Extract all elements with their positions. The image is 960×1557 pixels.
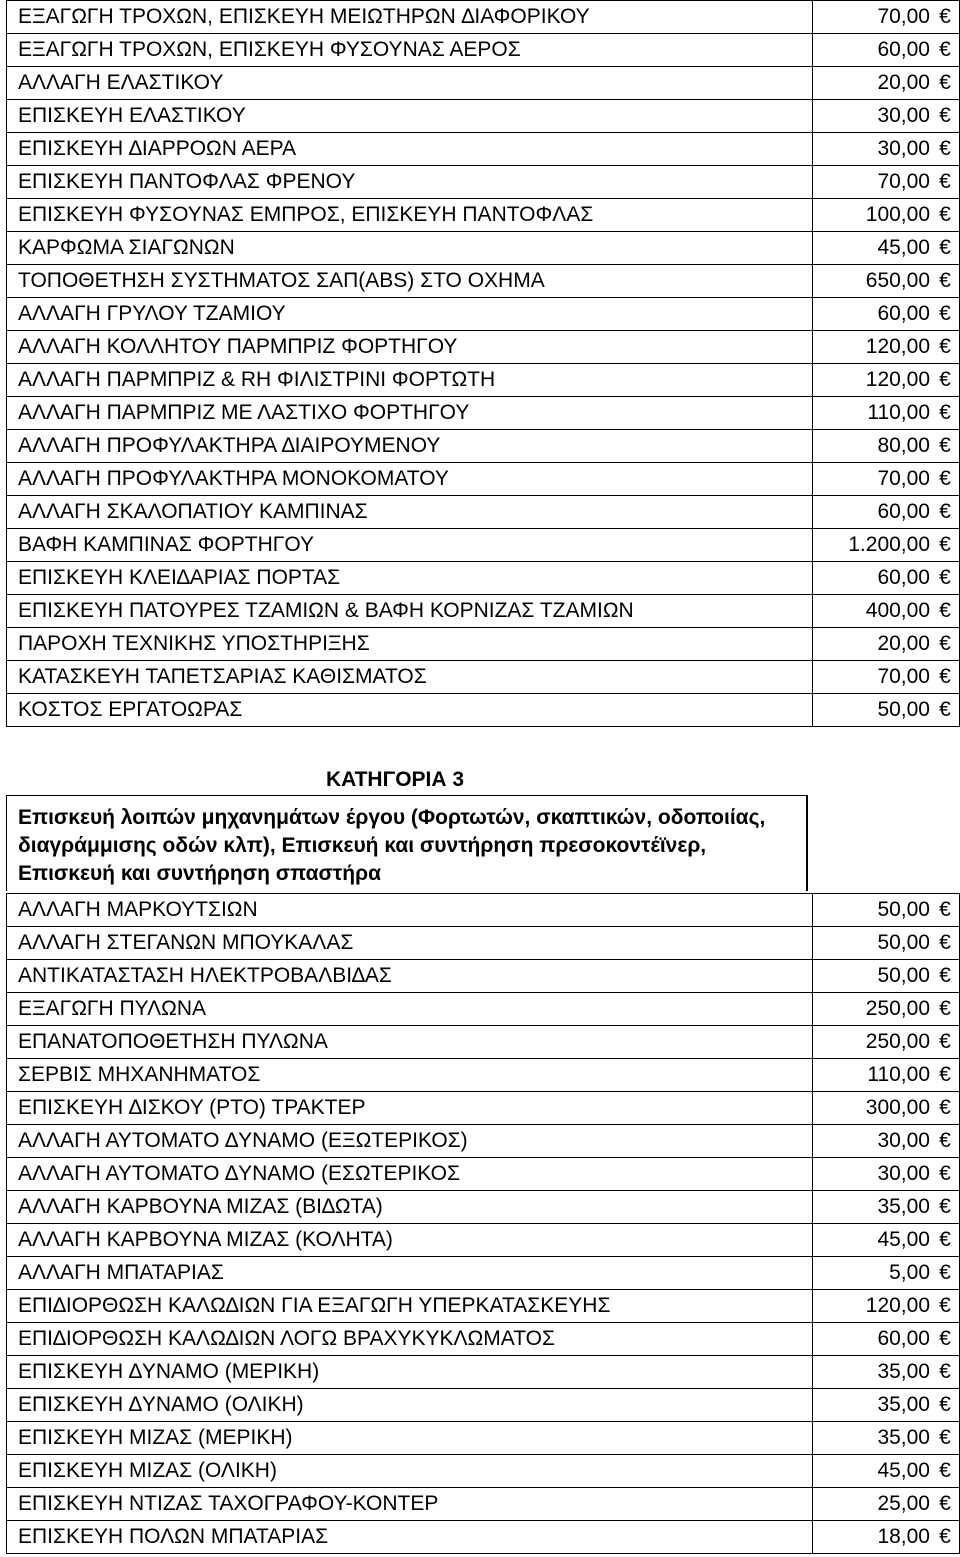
euro-symbol: € [939,203,951,226]
service-description: ΚΑΤΑΣΚΕΥΗ ΤΑΠΕΤΣΑΡΙΑΣ ΚΑΘΙΣΜΑΤΟΣ [7,661,813,694]
euro-symbol: € [939,898,951,921]
euro-symbol: € [939,269,951,292]
service-price-cell [812,1224,959,1257]
service-price: 35,00 [877,1360,930,1383]
service-price: 650,00 [865,269,930,292]
table-row [7,1422,960,1455]
service-price-cell [812,595,960,628]
service-price-cell [812,894,959,927]
service-description: ΑΛΛΑΓΗ ΑΥΤΟΜΑΤΟ ∆ΥΝΑΜΟ (ΕΣΩΤΕΡΙΚΟΣ [7,1158,813,1191]
service-price-cell [812,1389,959,1422]
price-table-body [7,1,960,727]
euro-symbol: € [939,599,951,622]
service-price-cell [812,1488,959,1521]
service-description: ΑΝΤΙΚΑΤΑΣΤΑΣΗ ΗΛΕΚΤΡΟΒΑΛΒΙ∆ΑΣ [7,960,813,993]
table-row [7,1521,960,1554]
category-title: ΚΑΤΗΓΟΡΙΑ 3 [326,768,465,791]
service-price-cell [812,1026,959,1059]
service-price-cell [812,1422,959,1455]
service-price: 30,00 [877,1162,930,1185]
table-row [7,1257,960,1290]
service-price: 30,00 [877,137,930,160]
service-price: 100,00 [865,203,930,226]
service-price: 18,00 [877,1525,930,1548]
service-price: 50,00 [877,698,930,721]
euro-symbol: € [939,964,951,987]
service-price-cell [812,1356,959,1389]
service-description: ΒΑΦΗ ΚΑΜΠΙΝΑΣ ΦΟΡΤΗΓΟΥ [7,529,813,562]
euro-symbol: € [939,1294,951,1317]
euro-symbol: € [939,533,951,556]
service-description: ΑΛΛΑΓΗ ΑΥΤΟΜΑΤΟ ∆ΥΝΑΜΟ (ΕΞΩΤΕΡΙΚΟΣ) [7,1125,813,1158]
table-row [7,1,960,34]
euro-symbol: € [939,1096,951,1119]
table-row [7,67,960,100]
service-price-cell [812,1521,959,1554]
service-price: 70,00 [877,5,930,28]
service-description: ΕΠΙΣΚΕΥΗ ∆ΥΝΑΜΟ (ΟΛΙΚΗ) [7,1389,813,1422]
service-description: ΑΛΛΑΓΗ ΕΛΑΣΤΙΚΟΥ [7,67,813,100]
service-price-cell [812,661,960,694]
table-row [7,1191,960,1224]
service-price: 110,00 [867,1063,930,1086]
service-price-cell [812,133,960,166]
euro-symbol: € [939,698,951,721]
table-row [7,1059,960,1092]
euro-symbol: € [939,997,951,1020]
category-price-column-header [807,795,957,891]
service-description: ΣΕΡΒΙΣ ΜΗΧΑΝΗΜΑΤΟΣ [7,1059,813,1092]
service-price-cell [812,265,960,298]
service-price-cell [812,960,959,993]
table-row [7,265,960,298]
service-price: 50,00 [877,931,930,954]
table-row [7,331,960,364]
service-price: 120,00 [865,368,930,391]
service-price: 25,00 [877,1492,930,1515]
service-description: ΕΞΑΓΩΓΗ ΠΥΛΩΝΑ [7,993,813,1026]
service-description: ΕΠΙΣΚΕΥΗ ΜΙΖΑΣ (ΜΕΡΙΚΗ) [7,1422,813,1455]
service-price: 35,00 [877,1426,930,1449]
service-description: ΕΠΙ∆ΙΟΡΘΩΣΗ ΚΑΛΩ∆ΙΩΝ ΛΟΓΩ ΒΡΑΧΥΚΥΚΛΩΜΑΤΟΣ [7,1323,813,1356]
table-row [7,397,960,430]
service-price: 110,00 [867,401,930,424]
euro-symbol: € [939,1030,951,1053]
service-price: 60,00 [877,500,930,523]
category-description: Επισκευή λοιπών μηχανημάτων έργου (Φορτωτών, σκαπτικών, οδοποιίας, διαγράμμισης οδών κλπ), Επισκευή και συντήρηση πρεσοκοντέϊνερ, Επισκευή και συντήρηση σπαστήρα [18,806,766,885]
service-price: 60,00 [877,566,930,589]
service-description: ΑΛΛΑΓΗ ΠΡΟΦΥΛΑΚΤΗΡΑ ∆ΙΑΙΡΟΥΜΕΝΟΥ [7,430,813,463]
table-row [7,1224,960,1257]
euro-symbol: € [939,335,951,358]
euro-symbol: € [939,401,951,424]
euro-symbol: € [939,1129,951,1152]
service-description: ΕΞΑΓΩΓΗ ΤΡΟΧΩΝ, ΕΠΙΣΚΕΥΗ ΦΥΣΟΥΝΑΣ ΑΕΡΟΣ [7,34,813,67]
euro-symbol: € [939,931,951,954]
service-description: ΑΛΛΑΓΗ ΚΑΡΒΟΥΝΑ ΜΙΖΑΣ (ΒΙ∆ΩΤΑ) [7,1191,813,1224]
table-row [7,34,960,67]
service-price-cell [812,232,960,265]
euro-symbol: € [939,236,951,259]
service-price-cell [812,463,960,496]
service-description: ΕΠΙΣΚΕΥΗ ∆ΙΑΡΡΟΩΝ ΑΕΡΑ [7,133,813,166]
service-price-cell [812,1,960,34]
service-description: ΑΛΛΑΓΗ ΣΤΕΓΑΝΩΝ ΜΠΟΥΚΑΛΑΣ [7,927,813,960]
service-price: 250,00 [865,997,930,1020]
service-price: 60,00 [877,38,930,61]
euro-symbol: € [939,71,951,94]
service-description: ΑΛΛΑΓΗ ΠΡΟΦΥΛΑΚΤΗΡΑ ΜΟΝΟΚΟΜΑΤΟΥ [7,463,813,496]
service-description: ΑΛΛΑΓΗ ΚΟΛΛΗΤΟΥ ΠΑΡΜΠΡΙΖ ΦΟΡΤΗΓΟΥ [7,331,813,364]
table-row [7,960,960,993]
euro-symbol: € [939,170,951,193]
service-price-cell [812,1257,959,1290]
table-row [7,628,960,661]
service-price-cell [812,694,960,727]
service-description: ΕΠΙΣΚΕΥΗ ΕΛΑΣΤΙΚΟΥ [7,100,813,133]
service-price-cell [812,562,960,595]
service-description: ΕΠΙΣΚΕΥΗ ΠΑΤΟΥΡΕΣ ΤΖΑΜΙΩΝ & ΒΑΦΗ ΚΟΡΝΙΖΑΣ ΤΖΑΜΙΩΝ [7,595,813,628]
service-price-cell [812,199,960,232]
service-description: ΤΟΠΟΘΕΤΗΣΗ ΣΥΣΤΗΜΑΤΟΣ ΣΑΠ(ABS) ΣΤΟ ΟΧΗΜΑ [7,265,813,298]
service-description: ΕΠΙΣΚΕΥΗ ΠΑΝΤΟΦΛΑΣ ΦΡΕΝΟΥ [7,166,813,199]
euro-symbol: € [939,500,951,523]
euro-symbol: € [939,1228,951,1251]
service-price: 60,00 [877,302,930,325]
table-row [7,993,960,1026]
service-price-cell [812,397,960,430]
table-row [7,595,960,628]
service-price: 60,00 [877,1327,930,1350]
service-description: ΑΛΛΑΓΗ ΚΑΡΒΟΥΝΑ ΜΙΖΑΣ (ΚΟΛΗΤΑ) [7,1224,813,1257]
euro-symbol: € [939,632,951,655]
service-price: 50,00 [877,898,930,921]
service-price: 70,00 [877,170,930,193]
service-price-cell [812,166,960,199]
service-description: ΕΞΑΓΩΓΗ ΤΡΟΧΩΝ, ΕΠΙΣΚΕΥΗ ΜΕΙΩΤΗΡΩΝ ∆ΙΑΦΟΡΙΚΟΥ [7,1,813,34]
table-row [7,661,960,694]
euro-symbol: € [939,665,951,688]
service-description: ΕΠΙΣΚΕΥΗ ΜΙΖΑΣ (ΟΛΙΚΗ) [7,1455,813,1488]
service-price-cell [812,529,960,562]
category-description-box [6,795,807,891]
service-price-cell [812,298,960,331]
service-description: ΑΛΛΑΓΗ ΣΚΑΛΟΠΑΤΙΟΥ ΚΑΜΠΙΝΑΣ [7,496,813,529]
euro-symbol: € [939,566,951,589]
service-price: 20,00 [877,632,930,655]
table-row [7,1125,960,1158]
table-row [7,1356,960,1389]
service-price: 300,00 [865,1096,930,1119]
table-row [7,100,960,133]
service-price-cell [812,34,960,67]
table-row [7,1092,960,1125]
service-price: 45,00 [877,1228,930,1251]
service-description: ΕΠΙΣΚΕΥΗ ΦΥΣΟΥΝΑΣ ΕΜΠΡΟΣ, ΕΠΙΣΚΕΥΗ ΠΑΝΤΟΦΛΑΣ [7,199,813,232]
service-price: 35,00 [877,1393,930,1416]
service-description: ΕΠΙΣΚΕΥΗ ΚΛΕΙ∆ΑΡΙΑΣ ΠΟΡΤΑΣ [7,562,813,595]
euro-symbol: € [939,1492,951,1515]
service-description: ΑΛΛΑΓΗ ΜΠΑΤΑΡΙΑΣ [7,1257,813,1290]
service-price-cell [812,67,960,100]
service-price: 30,00 [877,104,930,127]
service-price: 45,00 [877,236,930,259]
table-row [7,529,960,562]
table-row [7,430,960,463]
euro-symbol: € [939,104,951,127]
table-row [7,496,960,529]
euro-symbol: € [939,1426,951,1449]
service-price-cell [812,927,959,960]
service-price-cell [812,1125,959,1158]
service-price-cell [812,496,960,529]
table-row [7,133,960,166]
table-row [7,1323,960,1356]
service-price-cell [812,1092,959,1125]
service-price-cell [812,1323,959,1356]
table-row [7,927,960,960]
service-description: ΑΛΛΑΓΗ ΜΑΡΚΟΥΤΣΙΩΝ [7,894,813,927]
euro-symbol: € [939,137,951,160]
euro-symbol: € [939,1459,951,1482]
service-price: 45,00 [877,1459,930,1482]
service-description: ΕΠΑΝΑΤΟΠΟΘΕΤΗΣΗ ΠΥΛΩΝΑ [7,1026,813,1059]
table-row [7,894,960,927]
service-price: 70,00 [877,665,930,688]
service-price-cell [812,1158,959,1191]
table-row [7,1389,960,1422]
service-price-cell [812,993,959,1026]
table-row [7,232,960,265]
service-description: ΕΠΙΣΚΕΥΗ ΠΟΛΩΝ ΜΠΑΤΑΡΙΑΣ [7,1521,813,1554]
service-price: 5,00 [889,1261,930,1284]
service-price: 400,00 [865,599,930,622]
table-row [7,364,960,397]
euro-symbol: € [939,38,951,61]
euro-symbol: € [939,368,951,391]
euro-symbol: € [939,1195,951,1218]
service-price: 35,00 [877,1195,930,1218]
table-row [7,1290,960,1323]
service-price-cell [812,628,960,661]
service-description: ΕΠΙΣΚΕΥΗ ΝΤΙΖΑΣ ΤΑΧΟΓΡΑΦΟΥ-ΚΟΝΤΕΡ [7,1488,813,1521]
service-price: 50,00 [877,964,930,987]
service-description: ΕΠΙΣΚΕΥΗ ∆ΥΝΑΜΟ (ΜΕΡΙΚΗ) [7,1356,813,1389]
euro-symbol: € [939,1063,951,1086]
service-description: ΚΑΡΦΩΜΑ ΣΙΑΓΩΝΩΝ [7,232,813,265]
service-price-cell [812,100,960,133]
service-description: ΚΟΣΤΟΣ ΕΡΓΑΤΟΩΡΑΣ [7,694,813,727]
service-price: 30,00 [877,1129,930,1152]
price-table-category-3 [6,893,960,1554]
service-price-cell [812,1059,959,1092]
table-row [7,298,960,331]
table-row [7,1026,960,1059]
service-description: ΑΛΛΑΓΗ ΓΡΥΛΟΥ ΤΖΑΜΙΟΥ [7,298,813,331]
service-description: ΑΛΛΑΓΗ ΠΑΡΜΠΡΙΖ ΜΕ ΛΑΣΤΙΧΟ ΦΟΡΤΗΓΟΥ [7,397,813,430]
euro-symbol: € [939,1525,951,1548]
service-description: ΕΠΙ∆ΙΟΡΘΩΣΗ ΚΑΛΩ∆ΙΩΝ ΓΙΑ ΕΞΑΓΩΓΗ ΥΠΕΡΚΑΤΑΣΚΕΥΗΣ [7,1290,813,1323]
price-table-part-1 [6,0,960,727]
service-price-cell [812,364,960,397]
table-row [7,562,960,595]
table-row [7,1455,960,1488]
service-description: ΑΛΛΑΓΗ ΠΑΡΜΠΡΙΖ & RH ΦΙΛΙΣΤΡΙΝΙ ΦΟΡΤΩΤΗ [7,364,813,397]
euro-symbol: € [939,5,951,28]
service-description: ΕΠΙΣΚΕΥΗ ∆ΙΣΚΟΥ (PTO) ΤΡΑΚΤΕΡ [7,1092,813,1125]
service-price: 20,00 [877,71,930,94]
service-price-cell [812,1455,959,1488]
table-row [7,199,960,232]
euro-symbol: € [939,1360,951,1383]
service-price: 250,00 [865,1030,930,1053]
table-row [7,166,960,199]
table-row [7,1158,960,1191]
service-price: 70,00 [877,467,930,490]
service-price-cell [812,430,960,463]
euro-symbol: € [939,1327,951,1350]
euro-symbol: € [939,467,951,490]
service-price-cell [812,1290,959,1323]
service-price: 120,00 [865,1294,930,1317]
table-row [7,694,960,727]
euro-symbol: € [939,1261,951,1284]
service-price-cell [812,1191,959,1224]
table-row [7,1488,960,1521]
euro-symbol: € [939,434,951,457]
table-row [7,463,960,496]
price-table-body [7,894,960,1554]
service-description: ΠΑΡΟΧΗ ΤΕΧΝΙΚΗΣ ΥΠΟΣΤΗΡΙΞΗΣ [7,628,813,661]
euro-symbol: € [939,1162,951,1185]
euro-symbol: € [939,302,951,325]
euro-symbol: € [939,1393,951,1416]
service-price-cell [812,331,960,364]
service-price: 80,00 [877,434,930,457]
service-price: 1.200,00 [848,533,930,556]
service-price: 120,00 [865,335,930,358]
